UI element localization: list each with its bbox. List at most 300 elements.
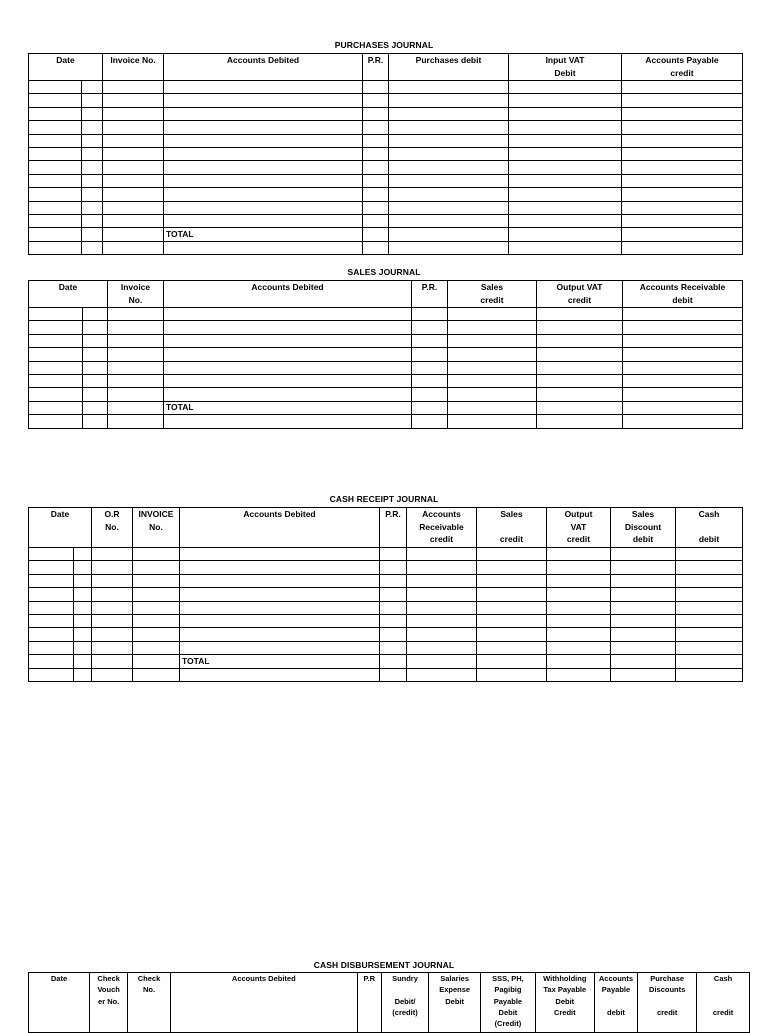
cd-header-withholding-line3: Debit: [555, 996, 575, 1006]
cr-header-accounts: Accounts Debited: [180, 508, 380, 548]
sales-cell: [164, 334, 412, 347]
cash-receipt-header-row: [29, 508, 743, 548]
purchases-cell: [164, 81, 363, 94]
cr-header-sales-discount: [611, 508, 676, 548]
purchases-row: [29, 214, 743, 227]
cr-cell: [407, 548, 477, 561]
sales-cell: [164, 321, 412, 334]
purchases-cell: [622, 107, 743, 120]
cr-cell: [407, 628, 477, 641]
sales-journal-title: SALES JOURNAL: [347, 267, 421, 277]
cd-header-sss-line5: (Credit): [494, 1019, 522, 1029]
purchases-cell: [509, 188, 622, 201]
purchases-cell: [622, 214, 743, 227]
purchases-cell: [82, 241, 103, 254]
cr-cell: [29, 628, 74, 641]
purchases-cell: [82, 147, 103, 160]
cr-header-sales-line1: Sales: [500, 509, 523, 519]
sales-row: [29, 415, 743, 428]
cd-header-withholding-line4: Credit: [553, 1007, 576, 1017]
cr-header-cash: [676, 508, 743, 548]
cr-cell: [407, 561, 477, 574]
cr-cell: [92, 641, 133, 654]
cr-cell: [407, 588, 477, 601]
cd-header-pd-line1: Purchase: [650, 974, 685, 983]
cr-cell: [380, 668, 407, 681]
cr-cell: [676, 548, 743, 561]
cr-cell: [74, 561, 92, 574]
purchases-cell: [103, 228, 164, 241]
purchases-cell: [164, 201, 363, 214]
purchases-cell: [103, 94, 164, 107]
purchases-cell: [29, 201, 82, 214]
cr-cell: [133, 574, 180, 587]
cr-cell: [407, 614, 477, 627]
purchases-cell: [622, 147, 743, 160]
cr-row: [29, 574, 743, 587]
sales-cell: [412, 415, 448, 428]
purchases-cell: [82, 188, 103, 201]
sales-cell: [623, 348, 743, 361]
purchases-cell: [389, 214, 509, 227]
cr-header-date: Date: [29, 508, 92, 548]
cr-cell: [74, 588, 92, 601]
purchases-cell: [164, 134, 363, 147]
purchases-cell: [103, 147, 164, 160]
purchases-header-input-vat-line2: Debit: [554, 67, 576, 78]
cr-header-output-vat-line2: VAT: [570, 521, 587, 532]
cr-cell: [676, 614, 743, 627]
cr-cell: [676, 588, 743, 601]
sales-rows: [29, 308, 743, 429]
sales-cell: [164, 374, 412, 387]
sales-cell: [164, 308, 412, 321]
cr-cell: [477, 655, 547, 668]
cr-cell: [29, 614, 74, 627]
purchases-cell: [509, 107, 622, 120]
sales-cell: [448, 334, 537, 347]
sales-cell: [412, 401, 448, 414]
sales-cell: [108, 348, 164, 361]
sales-cell: [29, 415, 83, 428]
cr-row: [29, 548, 743, 561]
purchases-total-row: [29, 228, 743, 241]
cd-header-sss-line4: Debit: [498, 1007, 518, 1017]
sales-header-accounts-receivable: [623, 281, 743, 308]
cr-cell: [407, 574, 477, 587]
purchases-cell: [363, 214, 389, 227]
sales-row: [29, 348, 743, 361]
purchases-cell: [622, 201, 743, 214]
cr-cell: [547, 588, 611, 601]
cr-cell: [477, 614, 547, 627]
cr-cell: [29, 668, 74, 681]
cr-cell: [133, 628, 180, 641]
purchases-cell: [509, 201, 622, 214]
cr-cell: [29, 655, 74, 668]
sales-cell: [83, 308, 108, 321]
sales-cell: [537, 321, 623, 334]
cr-cell: [547, 548, 611, 561]
cd-header-sundry-line4: (credit): [392, 1007, 418, 1017]
purchases-cell: [29, 121, 82, 134]
cd-header-ap-line1: Accounts: [598, 974, 634, 983]
sales-header-output-vat-line1: Output VAT: [556, 282, 603, 292]
cd-header-check-no-line2: No.: [142, 985, 156, 995]
cr-cell: [180, 668, 380, 681]
cr-header-discount-line2: Discount: [624, 521, 662, 532]
purchases-cell: [622, 174, 743, 187]
purchases-header-pr: P.R.: [363, 54, 389, 81]
purchases-cell: [82, 174, 103, 187]
purchases-cell: [363, 188, 389, 201]
cr-cell: [676, 561, 743, 574]
purchases-cell: [103, 214, 164, 227]
sales-header-invoice-line1: Invoice: [120, 282, 151, 292]
cr-cell: [92, 655, 133, 668]
purchases-cell: [164, 188, 363, 201]
cd-header-pd-line3: [639, 996, 695, 1007]
cr-cell: [407, 655, 477, 668]
cr-header-invoice: [133, 508, 180, 548]
cr-cell: [380, 628, 407, 641]
cd-header-voucher-line1: Check: [97, 974, 120, 983]
cr-row: [29, 561, 743, 574]
cr-cell: [676, 628, 743, 641]
sales-cell: [448, 374, 537, 387]
purchases-cell: [363, 228, 389, 241]
cr-cell: [74, 574, 92, 587]
sales-cell: [623, 388, 743, 401]
purchases-cell: [363, 94, 389, 107]
cr-header-cash-line2: [678, 521, 740, 534]
cr-cell: [92, 561, 133, 574]
purchases-row: [29, 121, 743, 134]
purchases-cell: [103, 201, 164, 214]
sales-header-output-vat-line2: credit: [567, 294, 592, 305]
purchases-cell: [164, 147, 363, 160]
purchases-cell: [164, 174, 363, 187]
purchases-cell: [164, 121, 363, 134]
purchases-header-ap-line1: Accounts Payable: [645, 55, 719, 65]
purchases-cell: [29, 241, 82, 254]
cd-header-pd-line2: Discounts: [649, 985, 686, 995]
purchases-cell: [622, 134, 743, 147]
purchases-cell: [103, 81, 164, 94]
purchases-row: [29, 94, 743, 107]
purchases-header-invoice: Invoice No.: [103, 54, 164, 81]
sales-cell: [448, 401, 537, 414]
sales-row: [29, 388, 743, 401]
sales-header-invoice: [108, 281, 164, 308]
cr-header-sales-line2: [479, 521, 544, 534]
sales-cell: [537, 415, 623, 428]
purchases-cell: [103, 134, 164, 147]
cash-receipt-journal-table: [28, 507, 743, 682]
cr-row: [29, 588, 743, 601]
cr-header-or: [92, 508, 133, 548]
purchases-cell: [389, 147, 509, 160]
purchases-cell: [164, 107, 363, 120]
cr-total-row: [29, 655, 743, 668]
cr-header-ar-line1: Accounts: [422, 509, 461, 519]
cr-header-cash-line3: debit: [698, 534, 720, 544]
purchases-row: [29, 147, 743, 160]
sales-cell: [448, 361, 537, 374]
purchases-cell: [164, 214, 363, 227]
purchases-cell: [509, 94, 622, 107]
cr-header-invoice-line2: No.: [149, 521, 163, 532]
cd-header-salaries-line3: Debit: [445, 996, 465, 1006]
cr-cell: [92, 628, 133, 641]
cd-header-pd-line4: credit: [656, 1007, 678, 1017]
purchases-cell: [103, 188, 164, 201]
cr-cell: [676, 574, 743, 587]
cr-cell: [407, 668, 477, 681]
purchases-cell: [82, 107, 103, 120]
sales-cell: [412, 361, 448, 374]
cr-row: [29, 668, 743, 681]
cr-cell: [676, 655, 743, 668]
purchases-cell: [363, 241, 389, 254]
cr-cell: [133, 668, 180, 681]
purchases-cell: [509, 241, 622, 254]
purchases-cell: [82, 201, 103, 214]
purchases-header-accounts: Accounts Debited: [164, 54, 363, 81]
cr-header-discount-line3: debit: [632, 534, 654, 544]
sales-cell: [412, 334, 448, 347]
cr-cell: [547, 628, 611, 641]
cr-cell: [74, 655, 92, 668]
cr-header-ar: [407, 508, 477, 548]
purchases-cell: [29, 94, 82, 107]
sales-total-row: [29, 401, 743, 414]
purchases-cell: [82, 161, 103, 174]
purchases-cell: [622, 228, 743, 241]
purchases-cell: [363, 161, 389, 174]
purchases-cell: [82, 94, 103, 107]
cr-cell: [133, 614, 180, 627]
purchases-cell: [389, 107, 509, 120]
purchases-cell: [509, 121, 622, 134]
purchases-cell: [363, 134, 389, 147]
purchases-row: [29, 174, 743, 187]
sales-cell: [623, 415, 743, 428]
purchases-cell: [363, 107, 389, 120]
purchases-cell: [82, 121, 103, 134]
cr-cell: [29, 561, 74, 574]
purchases-cell: [622, 161, 743, 174]
purchases-cell: [363, 201, 389, 214]
purchases-cell: [82, 228, 103, 241]
purchases-cell: [82, 214, 103, 227]
sales-journal-table: [28, 280, 743, 429]
cd-header-voucher-line3: er No.: [98, 996, 120, 1006]
purchases-cell: [29, 161, 82, 174]
cr-row: [29, 641, 743, 654]
purchases-row: [29, 81, 743, 94]
sales-cell: [108, 361, 164, 374]
cr-cell: [180, 614, 380, 627]
cd-header-ap-line4: debit: [607, 1007, 625, 1017]
purchases-cell: [509, 147, 622, 160]
cr-cell: [74, 614, 92, 627]
cr-cell: [29, 588, 74, 601]
purchases-cell: [389, 161, 509, 174]
cr-cell: [547, 655, 611, 668]
purchases-cell: [363, 81, 389, 94]
cr-cell: [407, 601, 477, 614]
sales-cell: [108, 334, 164, 347]
cr-cell: [133, 588, 180, 601]
cr-header-or-line2: No.: [105, 521, 119, 532]
sales-cell: [108, 321, 164, 334]
cr-cell: [676, 641, 743, 654]
cr-cell: [477, 561, 547, 574]
purchases-cell: [389, 174, 509, 187]
sales-header-sales-line1: Sales: [480, 282, 504, 292]
sales-cell: [83, 374, 108, 387]
cash-receipt-rows: [29, 548, 743, 682]
sales-cell: [164, 388, 412, 401]
cr-cell: [611, 574, 676, 587]
sales-header-date: Date: [29, 281, 108, 308]
sales-cell: [623, 321, 743, 334]
cr-cell: [180, 601, 380, 614]
cr-cell: [547, 668, 611, 681]
purchases-cell: [164, 241, 363, 254]
cd-header-sss-line1: SSS, PH,: [492, 974, 524, 983]
sales-cell: [623, 374, 743, 387]
sales-cell: [164, 415, 412, 428]
purchases-cell: [363, 121, 389, 134]
purchases-cell: [29, 228, 82, 241]
cr-cell: [477, 641, 547, 654]
purchases-total-label: TOTAL: [164, 228, 363, 241]
sales-cell: [537, 348, 623, 361]
cd-header-pr: P.R: [357, 973, 381, 1033]
sales-header-ar-line2: debit: [672, 294, 693, 305]
cr-cell: [180, 641, 380, 654]
sales-total-label: TOTAL: [164, 401, 412, 414]
cr-cell: [611, 588, 676, 601]
purchases-header-date: Date: [29, 54, 103, 81]
sales-cell: [623, 308, 743, 321]
cr-header-invoice-line1: INVOICE: [138, 509, 174, 519]
cr-header-sales-line3: credit: [499, 534, 524, 544]
cr-header-or-line1: O.R: [104, 509, 120, 519]
sales-cell: [412, 374, 448, 387]
sales-cell: [108, 308, 164, 321]
sales-cell: [448, 321, 537, 334]
purchases-cell: [363, 174, 389, 187]
sales-cell: [83, 388, 108, 401]
sales-cell: [29, 374, 83, 387]
purchases-cell: [103, 121, 164, 134]
purchases-cell: [29, 147, 82, 160]
cr-cell: [380, 601, 407, 614]
cr-cell: [547, 561, 611, 574]
purchases-cell: [622, 94, 743, 107]
purchases-cell: [622, 241, 743, 254]
cr-cell: [133, 641, 180, 654]
sales-cell: [83, 348, 108, 361]
purchases-row: [29, 201, 743, 214]
sales-row: [29, 308, 743, 321]
cr-header-cash-line1: Cash: [698, 509, 720, 519]
sales-cell: [537, 361, 623, 374]
purchases-cell: [509, 81, 622, 94]
cr-cell: [74, 601, 92, 614]
sales-row: [29, 334, 743, 347]
cr-header-discount-line1: Sales: [631, 509, 655, 519]
purchases-cell: [389, 134, 509, 147]
sales-cell: [623, 401, 743, 414]
sales-cell: [108, 388, 164, 401]
cash-disbursement-journal-title: CASH DISBURSEMENT JOURNAL: [313, 960, 455, 970]
purchases-cell: [509, 228, 622, 241]
cr-header-output-vat: [547, 508, 611, 548]
sales-cell: [108, 415, 164, 428]
sales-header-ar-line1: Accounts Receivable: [639, 282, 726, 292]
sales-header-row: [29, 281, 743, 308]
cr-cell: [547, 614, 611, 627]
cr-cell: [477, 574, 547, 587]
cd-header-ap-line2: Payable: [601, 985, 631, 995]
cr-cell: [611, 601, 676, 614]
cd-header-sundry-line1: Sundry: [392, 974, 418, 983]
cd-header-sundry-line3: Debit/: [394, 996, 416, 1006]
sales-cell: [537, 388, 623, 401]
purchases-cell: [29, 134, 82, 147]
purchases-cell: [509, 214, 622, 227]
cr-cell: [180, 548, 380, 561]
cr-cell: [380, 588, 407, 601]
cr-cell: [407, 641, 477, 654]
sales-cell: [448, 415, 537, 428]
sales-cell: [412, 321, 448, 334]
cd-header-ap-line3: [596, 996, 636, 1007]
purchases-cell: [509, 161, 622, 174]
purchases-header-input-vat: [509, 54, 622, 81]
sales-cell: [29, 334, 83, 347]
cr-total-label: TOTAL: [180, 655, 380, 668]
cd-header-salaries-line2: Expense: [439, 985, 471, 995]
cr-cell: [611, 614, 676, 627]
cr-cell: [74, 668, 92, 681]
cr-cell: [133, 548, 180, 561]
purchases-cell: [389, 188, 509, 201]
purchases-cell: [103, 107, 164, 120]
sales-cell: [537, 374, 623, 387]
cr-cell: [380, 614, 407, 627]
purchases-cell: [82, 81, 103, 94]
cr-cell: [547, 641, 611, 654]
purchases-journal-title: PURCHASES JOURNAL: [334, 40, 434, 50]
cr-row: [29, 628, 743, 641]
cr-cell: [547, 574, 611, 587]
cr-cell: [676, 601, 743, 614]
sales-cell: [83, 334, 108, 347]
sales-cell: [537, 334, 623, 347]
cr-cell: [611, 548, 676, 561]
sales-cell: [29, 388, 83, 401]
purchases-cell: [29, 188, 82, 201]
cd-header-salaries-line1: Salaries: [440, 974, 470, 983]
cr-cell: [29, 574, 74, 587]
sales-cell: [412, 308, 448, 321]
cr-cell: [133, 655, 180, 668]
